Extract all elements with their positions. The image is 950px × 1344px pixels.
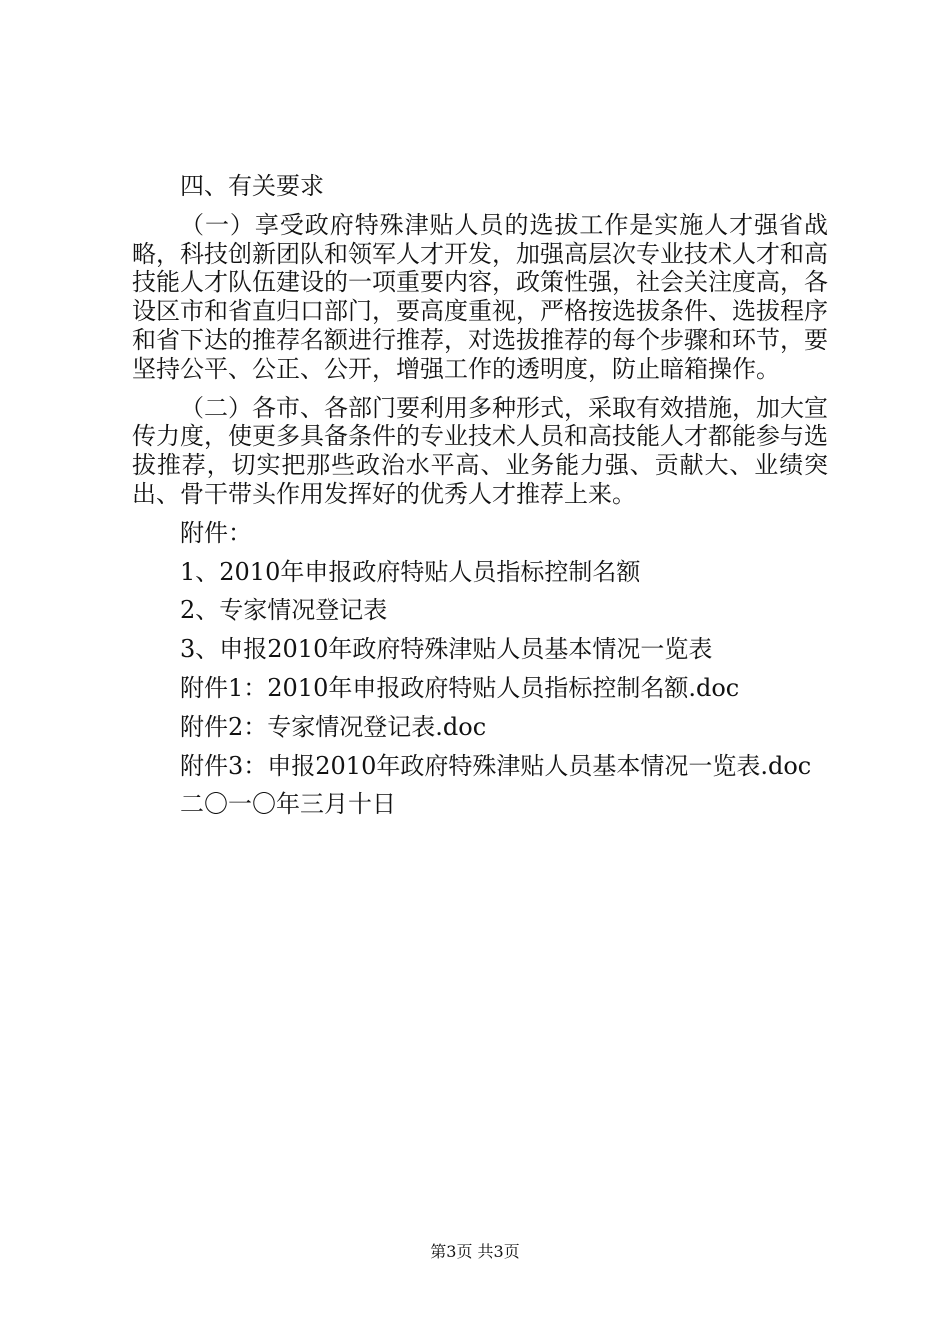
attachments-list xyxy=(180,519,828,742)
paragraph-requirement-1: （一）享受政府特殊津贴人员的选拔工作是实施人才强省战略，科技创新团队和领军人才开发，加强高层次专业技术人才和高技能人才队伍建设的一项重要内容，政策性强，社会关注度高，各设区市和省直归口部门，要高度重视，严格按选拔条件、选拔程序和省下达的推荐名额进行推荐，对选拔推荐的每个步骤和环节，要坚持公平、公正、公开，增强工作的透明度，防止暗箱操作。 xyxy=(132,210,828,383)
document-body xyxy=(132,172,828,819)
attachment-file-1: 附件1：2010年申报政府特贴人员指标控制名额.doc xyxy=(180,673,740,702)
document-date: 二〇一〇年三月十日 xyxy=(180,790,396,819)
attachment-file-3: 附件3：申报2010年政府特殊津贴人员基本情况一览表.doc xyxy=(180,751,812,780)
paragraph-requirement-2: （二）各市、各部门要利用多种形式，采取有效措施，加大宣传力度，使更多具备条件的专业技术人员和高技能人才都能参与选拔推荐，切实把那些政治水平高、业务能力强、贡献大、业绩突出、骨干带头作用发挥好的优秀人才推荐上来。 xyxy=(132,393,828,508)
attachment-item: 2、专家情况登记表 xyxy=(180,596,388,625)
page-footer: 第3页 共3页 xyxy=(430,1242,520,1261)
attachment-file-2: 附件2：专家情况登记表.doc xyxy=(180,712,487,741)
attachment-item: 3、申报2010年政府特殊津贴人员基本情况一览表 xyxy=(180,635,713,664)
attachments-label: 附件： xyxy=(180,518,252,547)
attachment-item: 1、2010年申报政府特贴人员指标控制名额 xyxy=(180,557,641,586)
section-heading: 四、有关要求 xyxy=(180,172,324,200)
